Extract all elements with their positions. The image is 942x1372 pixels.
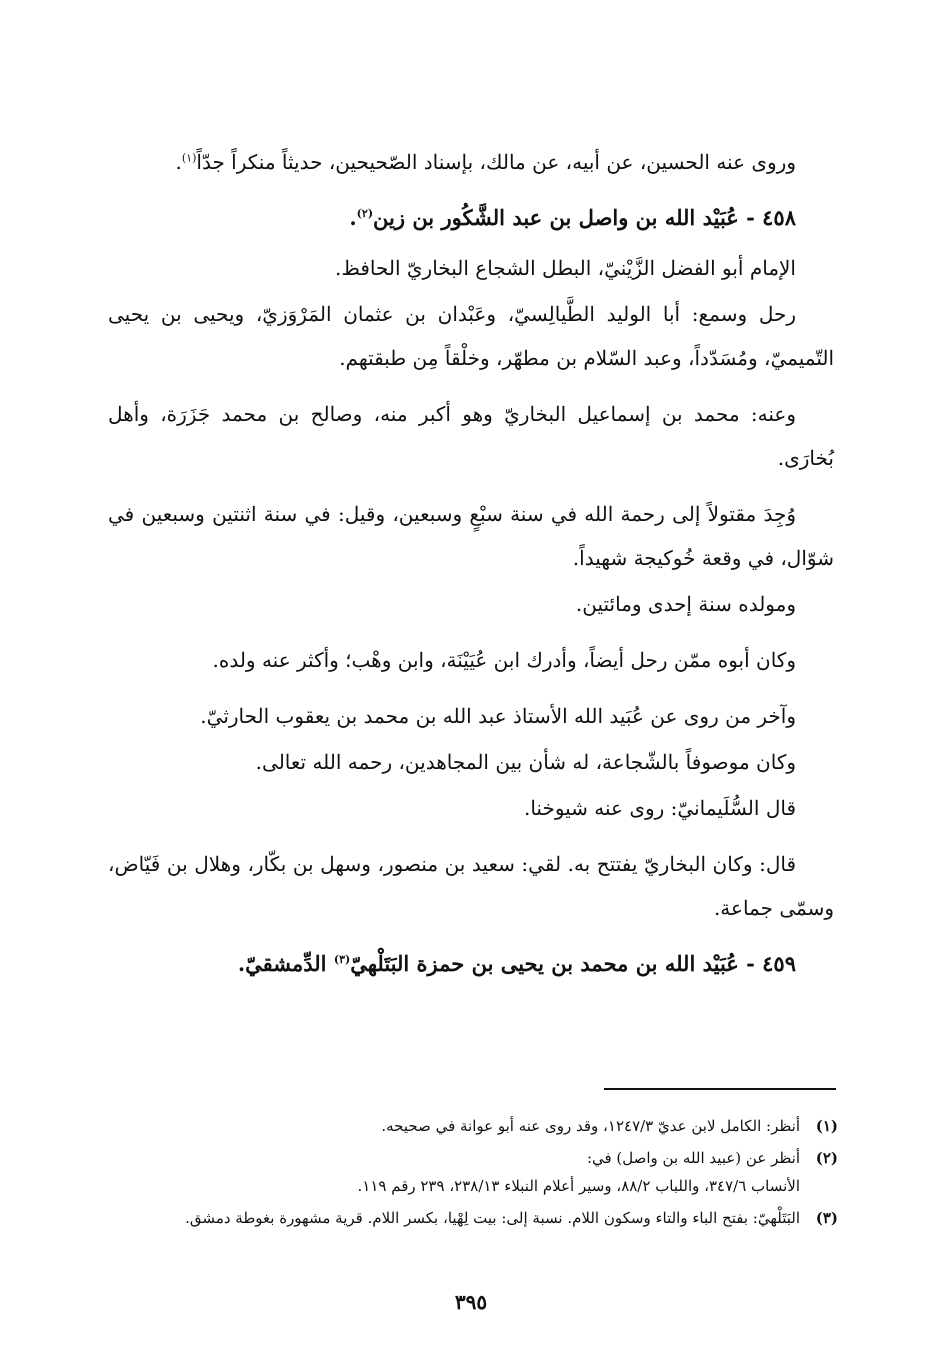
footnote-text [108,1144,800,1200]
paragraph-title: الإمام أبو الفضل الزَّيْنيّ، البطل الشجاع البخاريّ الحافظ. [334,256,796,280]
paragraph-father: وكان أبوه ممّن رحل أيضاً، وأدرك ابن عُيَيْنَة، وابن وهْب؛ وأكثر عنه ولده. [212,648,796,672]
paragraph-travels: رحل وسمع: أبا الوليد الطَّيالِسيّ، وعَبْدان بن عثمان المَرْوَزيّ، ويحيى بن يحيى التّميميّ، ومُسَدّداً، وعبد السّلام بن مطهّر، وخلْقاً مِن طبقتهم. [108,302,834,370]
paragraph-narration [108,140,834,184]
footnote-text: أنظر: الكامل لابن عديّ ١٢٤٧/٣، وقد روى عنه أبو عوانة في صحيحه. [381,1117,800,1135]
entry-heading-tail: الدِّمشقيّ. [237,951,334,976]
footnote-number: (٣) [815,1209,838,1227]
paragraph-birth: ومولده سنة إحدى ومائتين. [575,592,796,616]
paragraph-death: وُجِدَ مقتولاً إلى رحمة الله في سنة سبْعٍ وسبعين، وقيل: في سنة اثنتين وسبعين في شوّال، في وقعة خُوكيجة شهيداً. [108,502,834,570]
footnote-1 [108,1112,838,1140]
footnote-number: (١) [815,1117,838,1135]
footnote-2 [108,1144,838,1200]
footnote-divider [604,1088,836,1090]
entry-heading-end: . [349,205,357,230]
paragraph-narrators: وعنه: محمد بن إسماعيل البخاريّ وهو أكبر منه، وصالح بن محمد جَزَرَة، وأهل بُخارَى. [108,402,834,470]
footnote-text: البَتَلْهيّ: بفتح الباء والتاء وسكون اللام. نسبة إلى: بيت لِهْيا، بكسر اللام. قرية مشهورة بغوطة دمشق. [185,1209,800,1227]
paragraph-text: وروى عنه الحسين، عن أبيه، عن مالك، بإسناد الصّحيحين، حديثاً منكراً جدّاً [196,150,796,174]
paragraph-end: . [175,150,182,174]
page-number: ٣٩٥ [454,1290,488,1314]
paragraph-last-narrator: وآخر من روى عن عُبَيد الله الأستاذ عبد الله بن محمد بن يعقوب الحارثيّ. [200,704,796,728]
main-text-block [108,140,834,992]
footnote-ref-3[interactable]: (٣) [333,953,351,966]
footnote-ref-2[interactable]: (٢) [356,207,374,220]
entry-heading-text: ٤٥٩ - عُبَيْد الله بن محمد بن يحيى بن حمزة البَتَلْهيّ [350,951,796,976]
entry-heading-458 [108,196,834,240]
footnote-line: الأنساب ٣٤٧/٦، واللباب ٨٨/٢، وسير أعلام النبلاء ٢٣٨/١٣، ٢٣٩ رقم ١١٩. [357,1177,800,1195]
paragraph-bravery: وكان موصوفاً بالشّجاعة، له شأن بين المجاهدين، رحمه الله تعالى. [255,750,796,774]
footnote-number: (٢) [815,1149,838,1167]
entry-heading-459 [108,942,834,986]
paragraph-bukhari: قال: وكان البخاريّ يفتتح به. لقي: سعيد بن منصور، وسهل بن بكّار، وهلال بن فَيّاض، وسمّى جماعة. [108,852,834,920]
footnote-line: أنظر عن (عبيد الله بن واصل) في: [586,1149,800,1167]
entry-heading-text: ٤٥٨ - عُبَيْد الله بن واصل بن عبد الشَّكُور بن زين [373,205,796,230]
footnotes-block [108,1112,838,1236]
footnote-3 [108,1204,838,1232]
footnote-ref-1[interactable]: (١) [181,151,197,165]
paragraph-sulaymani: قال السُّلَيمانيّ: روى عنه شيوخنا. [523,796,796,820]
